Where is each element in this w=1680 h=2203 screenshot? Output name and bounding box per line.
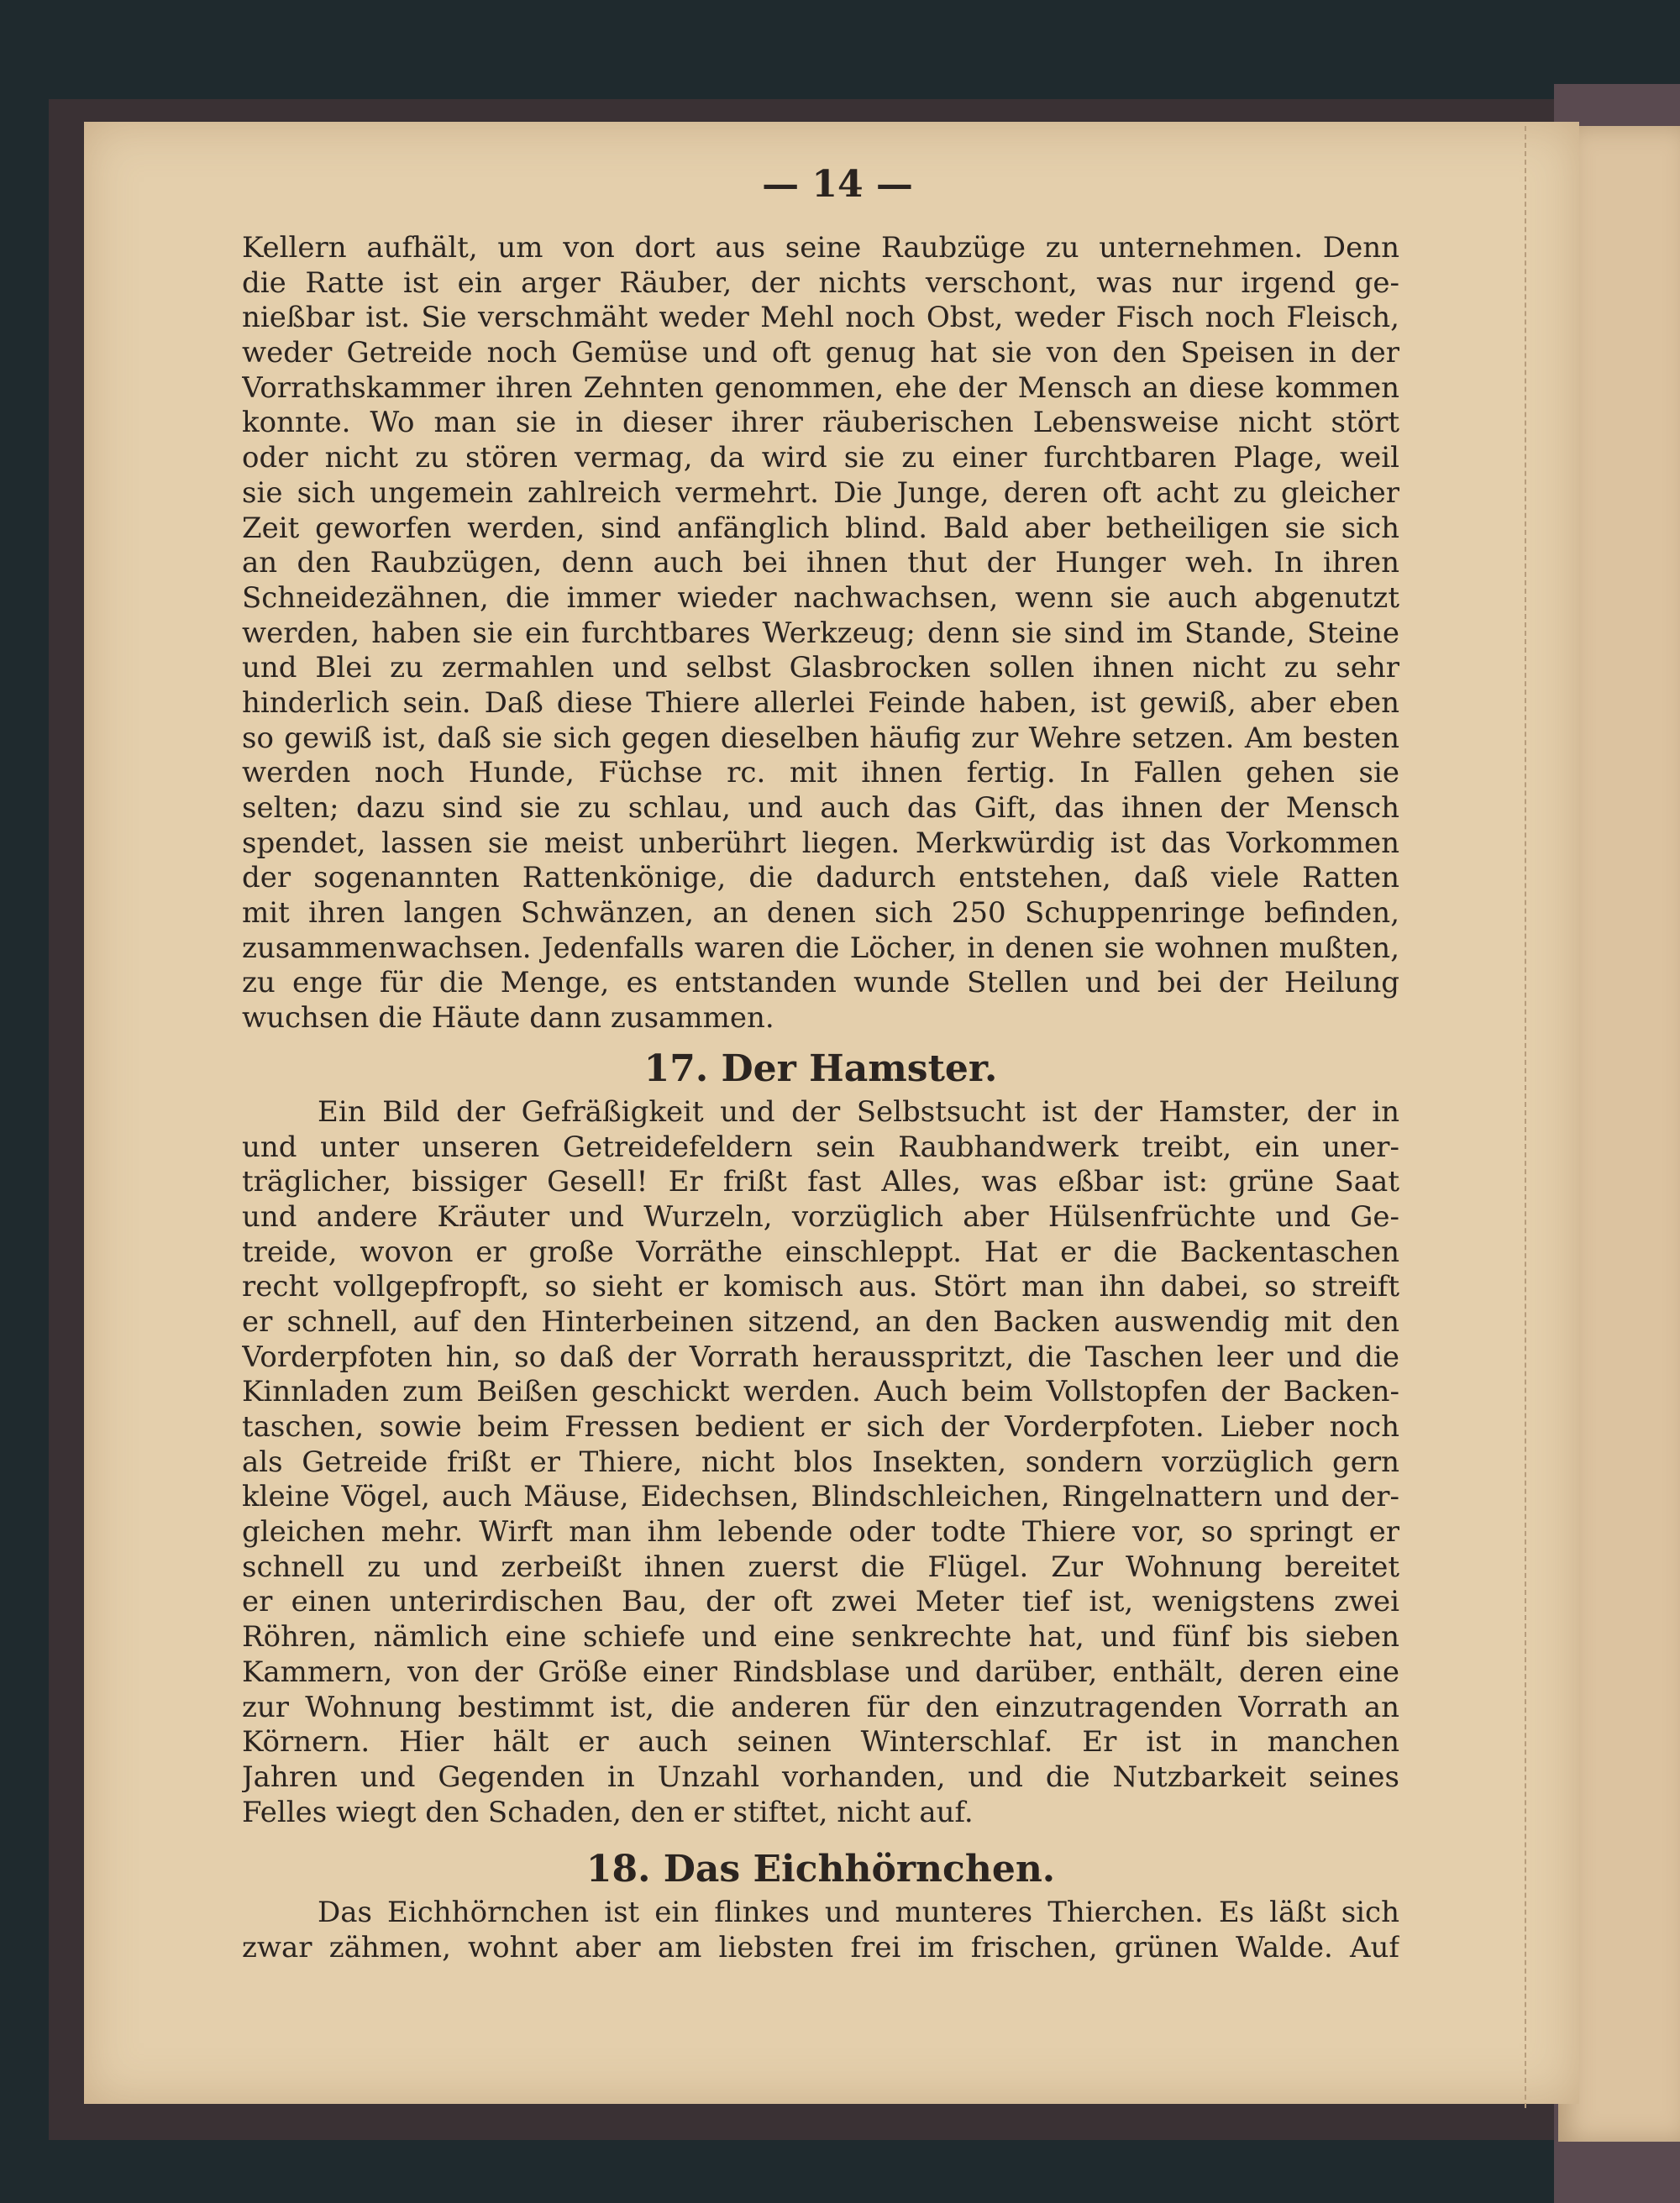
text-line: als Getreide frißt er Thiere, nicht blos Insekten, sondern vorzüglich gern	[242, 1445, 1399, 1479]
text-line: Felles wiegt den Schaden, den er stiftet, nicht auf.	[242, 1795, 974, 1829]
text-line: Vorderpfoten hin, so daß der Vorrath herausspritzt, die Taschen leer und die	[242, 1340, 1399, 1374]
text-line: Jahren und Gegenden in Unzahl vorhanden, und die Nutzbarkeit seines	[242, 1760, 1399, 1794]
section-heading-hamster: 17. Der Hamster.	[643, 1046, 998, 1090]
text-line: Zeit geworfen werden, sind anfänglich blind. Bald aber betheiligen sie sich	[242, 511, 1399, 545]
section-heading-eichhoernchen: 18. Das Eichhörnchen.	[585, 1848, 1056, 1891]
text-line: hinderlich sein. Daß diese Thiere allerlei Feinde haben, ist gewiß, aber eben	[242, 685, 1399, 720]
text-line: gleichen mehr. Wirft man ihm lebende oder todte Thiere vor, so springt er	[242, 1515, 1399, 1550]
text-line: Vorrathskammer ihren Zehnten genommen, ehe der Mensch an diese kommen	[242, 370, 1399, 405]
text-line: an den Raubzügen, denn auch bei ihnen thut der Hunger weh. In ihren	[242, 546, 1399, 580]
text-line: wuchsen die Häute dann zusammen.	[242, 1001, 774, 1036]
page-fold-line	[1525, 126, 1530, 2108]
text-line: taschen, sowie beim Fressen bedient er sich der Vorderpfoten. Lieber noch	[242, 1410, 1399, 1444]
text-line: Kinnladen zum Beißen geschickt werden. Auch beim Vollstopfen der Backen-	[242, 1375, 1399, 1409]
text-line: zur Wohnung bestimmt ist, die anderen für den einzutragenden Vorrath an	[242, 1690, 1399, 1724]
text-line: konnte. Wo man sie in dieser ihrer räuberischen Lebensweise nicht stört	[242, 406, 1399, 440]
paragraph-hamster	[242, 1095, 1399, 1830]
text-line: Schneidezähnen, die immer wieder nachwachsen, wenn sie auch abgenutzt	[242, 580, 1399, 615]
text-line: Körnern. Hier hält er auch seinen Winterschlaf. Er ist in manchen	[242, 1725, 1399, 1760]
text-line: die Ratte ist ein arger Räuber, der nichts verschont, was nur irgend ge-	[242, 265, 1399, 300]
text-line: er schnell, auf den Hinterbeinen sitzend, an den Backen auswendig mit den	[242, 1304, 1399, 1339]
text-line: weder Getreide noch Gemüse und oft genug hat sie von den Speisen in der	[242, 336, 1399, 370]
text-line: und unter unseren Getreidefeldern sein Raubhandwerk treibt, ein uner-	[242, 1130, 1399, 1164]
text-line: werden, haben sie ein furchtbares Werkzeug; denn sie sind im Stande, Steine	[242, 616, 1399, 650]
text-line: der sogenannten Rattenkönige, die dadurch entstehen, daß viele Ratten	[242, 861, 1399, 895]
text-line: er einen unterirdischen Bau, der oft zwei Meter tief ist, wenigstens zwei	[242, 1585, 1399, 1619]
text-line: und Blei zu zermahlen und selbst Glasbrocken sollen ihnen nicht zu sehr	[242, 651, 1399, 685]
page-number: — 14 —	[762, 163, 913, 206]
text-line: und andere Kräuter und Wurzeln, vorzüglich aber Hülsenfrüchte und Ge-	[242, 1199, 1399, 1234]
text-line: Röhren, nämlich eine schiefe und eine senkrechte hat, und fünf bis sieben	[242, 1620, 1399, 1655]
text-line: selten; dazu sind sie zu schlau, und auch das Gift, das ihnen der Mensch	[242, 791, 1399, 825]
text-line: Kellern aufhält, um von dort aus seine Raubzüge zu unternehmen. Denn	[242, 231, 1399, 265]
text-line: sie sich ungemein zahlreich vermehrt. Die Junge, deren oft acht zu gleicher	[242, 475, 1399, 510]
text-line: oder nicht zu stören vermag, da wird sie zu einer furchtbaren Plage, weil	[242, 441, 1399, 475]
text-line: zwar zähmen, wohnt aber am liebsten frei im frischen, grünen Walde. Auf	[242, 1930, 1399, 1964]
text-line: so gewiß ist, daß sie sich gegen dieselben häufig zur Wehre setzen. Am besten	[242, 721, 1399, 755]
text-line: recht vollgepfropft, so sieht er komisch aus. Stört man ihn dabei, so streift	[242, 1270, 1399, 1304]
page-content	[242, 160, 1399, 1966]
text-line: mit ihren langen Schwänzen, an denen sich 250 Schuppenringe befinden,	[242, 896, 1399, 931]
text-line: träglicher, bissiger Gesell! Er frißt fast Alles, was eßbar ist: grüne Saat	[242, 1165, 1399, 1199]
text-line: Das Eichhörnchen ist ein flinkes und munteres Thierchen. Es läßt sich	[318, 1896, 1399, 1930]
text-line: werden noch Hunde, Füchse rc. mit ihnen fertig. In Fallen gehen sie	[242, 756, 1399, 790]
paragraph-eichhoernchen	[242, 1896, 1399, 1965]
text-line: kleine Vögel, auch Mäuse, Eidechsen, Blindschleichen, Ringelnattern und der-	[242, 1480, 1399, 1514]
text-line: spendet, lassen sie meist unberührt liegen. Merkwürdig ist das Vorkommen	[242, 826, 1399, 860]
text-line: Ein Bild der Gefräßigkeit und der Selbstsucht ist der Hamster, der in	[318, 1094, 1399, 1129]
text-line: treide, wovon er große Vorräthe einschleppt. Hat er die Backentaschen	[242, 1235, 1399, 1269]
text-line: nießbar ist. Sie verschmäht weder Mehl noch Obst, weder Fisch noch Fleisch,	[242, 301, 1399, 335]
text-line: zu enge für die Menge, es entstanden wunde Stellen und bei der Heilung	[242, 966, 1399, 1000]
text-line: zusammenwachsen. Jedenfalls waren die Löcher, in denen sie wohnen mußten,	[242, 931, 1399, 965]
paragraph-ratte	[242, 231, 1399, 1036]
text-line: schnell zu und zerbeißt ihnen zuerst die Flügel. Zur Wohnung bereitet	[242, 1550, 1399, 1584]
text-line: Kammern, von der Größe einer Rindsblase und darüber, enthält, deren eine	[242, 1655, 1399, 1689]
